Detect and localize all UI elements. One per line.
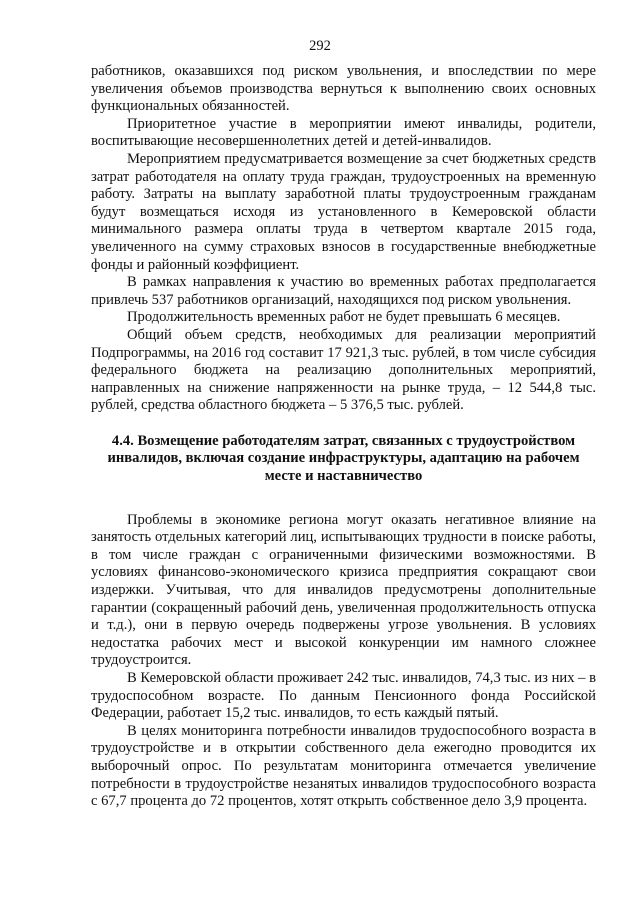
page-number: 292 <box>309 38 331 54</box>
paragraph-work-duration: Продолжительность временных работ не будет превышать 6 месяцев. <box>127 309 561 326</box>
paragraph-continuation: работников, оказавшихся под риском увольнения, и впоследствии по мере увеличения объемов производства вернуться к выполнению своих основных функциональных обязанностей. <box>91 63 596 115</box>
paragraph-disabled-population: В Кемеровской области проживает 242 тыс. инвалидов, 74,3 тыс. из них – в трудоспособном возрасте. По данным Пенсионного фонда Российской Федерации, работает 15,2 тыс. инвалидов, то есть каждый пятый. <box>91 670 596 722</box>
section-heading: 4.4. Возмещение работодателям затрат, связанных с трудоустройством инвалидов, включая создание инфраструктуры, адаптацию на рабочем месте и наставничество <box>107 432 580 485</box>
paragraph-cost-reimbursement: Мероприятием предусматривается возмещение за счет бюджетных средств затрат работодателя на оплату труда граждан, трудоустроенных на временную работу. Затраты на выплату заработной платы трудоустроенным гражданам будут возмещаться исходя из установленного в Кемеровской области минимального размера оплаты труда в четвертом квартале 2015 года, увеличенного на сумму страховых взносов в государственные внебюджетные фонды и районный коэффициент. <box>91 150 596 273</box>
paragraph-temporary-work-participants: В рамках направления к участию во временных работах предполагается привлечь 537 работников организаций, находящихся под риском увольнения. <box>91 274 596 308</box>
paragraph-monitoring-results: В целях мониторинга потребности инвалидов трудоспособного возраста в трудоустройстве и в открытии собственного дела ежегодно проводится их выборочный опрос. По результатам мониторинга отмечается увеличение потребности в трудоустройстве незанятых инвалидов трудоспособного возраста с 67,7 процента до 72 процентов, хотят открыть собственное дело 3,9 процента. <box>91 722 596 810</box>
paragraph-regional-economy-problems: Проблемы в экономике региона могут оказать негативное влияние на занятость отдельных категорий лиц, испытывающих трудности в поиске работы, в том числе граждан с ограниченными физическими возможностями. В условиях финансово-экономического кризиса предприятия сокращают свои издержки. Учитывая, что для инвалидов предусмотрены дополнительные гарантии (сокращенный рабочий день, увеличенная продолжительность отпуска и т.д.), они в первую очередь подвержены угрозе увольнения. В условиях недостатка рабочих мест и высокой конкуренции им намного сложнее трудоустроится. <box>91 511 596 669</box>
paragraph-priority-participation: Приоритетное участие в мероприятии имеют инвалиды, родители, воспитывающие несовершеннолетних детей и детей-инвалидов. <box>91 115 596 150</box>
paragraph-funding-volume: Общий объем средств, необходимых для реализации мероприятий Подпрограммы, на 2016 год составит 17 921,3 тыс. рублей, в том числе субсидия федерального бюджета на реализацию дополнительных мероприятий, направленных на снижение напряженности на рынке труда, – 12 544,8 тыс. рублей, средства областного бюджета – 5 376,5 тыс. рублей. <box>91 326 596 414</box>
page-content <box>91 63 596 811</box>
